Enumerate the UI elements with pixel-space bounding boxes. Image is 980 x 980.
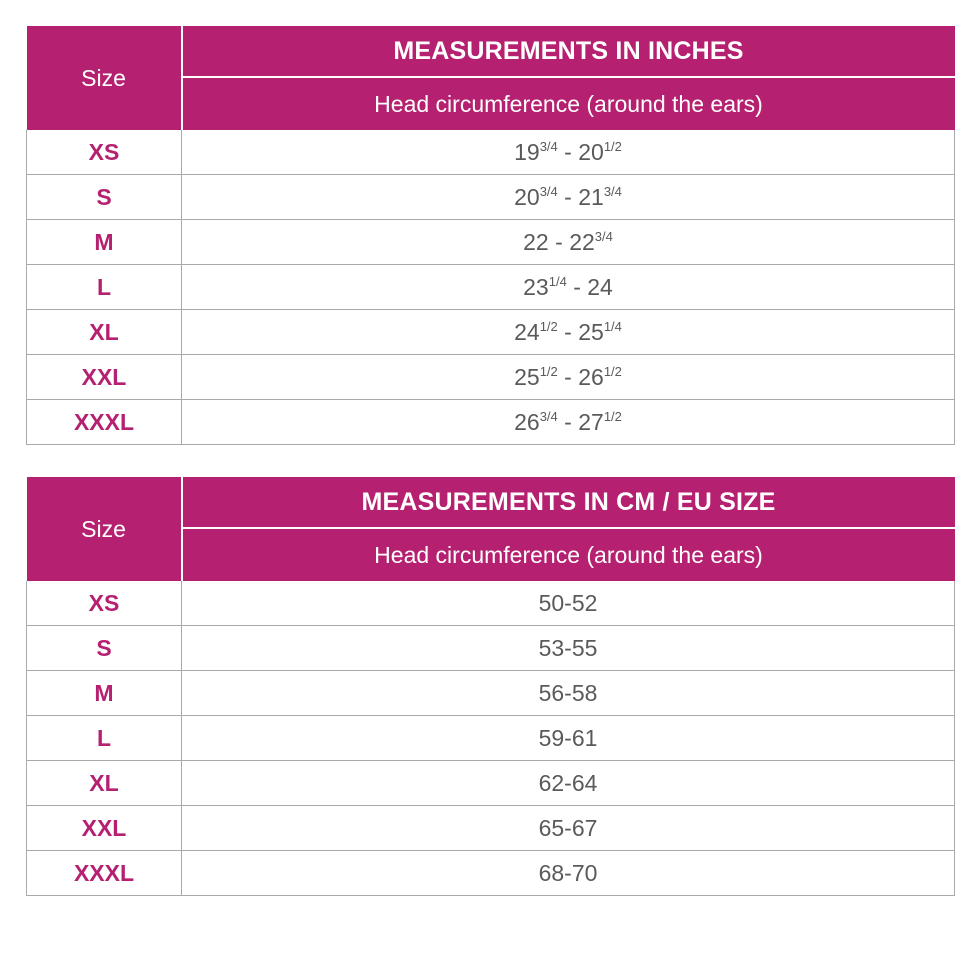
measurement-value: $24^{1/2} - 25^{1/4}$	[182, 310, 955, 355]
measurement-value: 53-55	[182, 626, 955, 671]
size-label: XL	[27, 761, 182, 806]
measurement-value: 50-52	[182, 581, 955, 626]
table-row	[27, 806, 955, 851]
measurement-value: $22 - 22^{3/4}$	[182, 220, 955, 265]
table-row	[27, 626, 955, 671]
table-row	[27, 400, 955, 445]
measurement-value: 56-58	[182, 671, 955, 716]
measurement-value: $19^{3/4} - 20^{1/2}$	[182, 130, 955, 175]
table-row	[27, 851, 955, 896]
table-row	[27, 581, 955, 626]
table-row	[27, 175, 955, 220]
table-row	[27, 220, 955, 265]
size-label: XS	[27, 130, 182, 175]
size-table-cm	[26, 477, 955, 896]
measurement-value: 59-61	[182, 716, 955, 761]
size-label: M	[27, 220, 182, 265]
table-row	[27, 761, 955, 806]
table-row	[27, 355, 955, 400]
table-row	[27, 716, 955, 761]
measurement-column-header: Head circumference (around the ears)	[182, 77, 955, 130]
size-label: L	[27, 716, 182, 761]
table-row	[27, 265, 955, 310]
measurement-value: $25^{1/2} - 26^{1/2}$	[182, 355, 955, 400]
size-label: S	[27, 175, 182, 220]
table-title: MEASUREMENTS IN INCHES	[182, 26, 955, 77]
table-row	[27, 671, 955, 716]
table-title: MEASUREMENTS IN CM / EU SIZE	[182, 477, 955, 528]
measurement-value: $20^{3/4} - 21^{3/4}$	[182, 175, 955, 220]
size-label: L	[27, 265, 182, 310]
measurement-value: 62-64	[182, 761, 955, 806]
measurement-value: 65-67	[182, 806, 955, 851]
size-label: XXL	[27, 806, 182, 851]
size-label: XXXL	[27, 851, 182, 896]
measurement-value: $23^{1/4} - 24$	[182, 265, 955, 310]
size-label: XXXL	[27, 400, 182, 445]
table-row	[27, 310, 955, 355]
measurement-column-header: Head circumference (around the ears)	[182, 528, 955, 581]
measurement-value: $26^{3/4} - 27^{1/2}$	[182, 400, 955, 445]
size-label: XXL	[27, 355, 182, 400]
size-column-header: Size	[27, 26, 182, 130]
size-label: M	[27, 671, 182, 716]
table-row	[27, 130, 955, 175]
size-label: XL	[27, 310, 182, 355]
measurement-value: 68-70	[182, 851, 955, 896]
size-label: XS	[27, 581, 182, 626]
size-table-inches	[26, 26, 955, 445]
size-column-header: Size	[27, 477, 182, 581]
size-label: S	[27, 626, 182, 671]
